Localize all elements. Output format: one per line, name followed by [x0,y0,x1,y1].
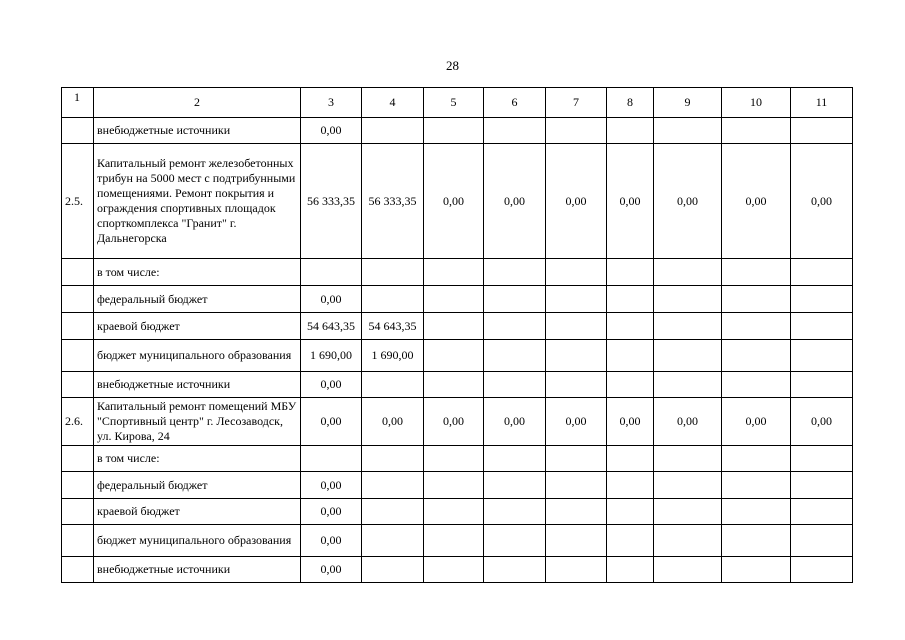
value-cell: 0,00 [607,398,654,446]
value-cell: 0,00 [301,499,362,525]
value-cell [362,472,424,499]
value-cell: 1 690,00 [301,340,362,372]
row-description: краевой бюджет [94,499,301,525]
value-cell [791,557,853,583]
row-description: в том числе: [94,446,301,472]
value-cell [654,372,722,398]
value-cell [654,499,722,525]
value-cell [362,525,424,557]
value-cell [654,313,722,340]
value-cell [362,499,424,525]
budget-table [61,87,853,583]
table-row [62,446,853,472]
value-cell [484,499,546,525]
value-cell [722,499,791,525]
value-cell [484,525,546,557]
value-cell [722,118,791,144]
row-code [62,446,94,472]
value-cell: 54 643,35 [301,313,362,340]
value-cell [362,372,424,398]
value-cell [722,313,791,340]
value-cell [546,340,607,372]
row-description: краевой бюджет [94,313,301,340]
row-code: 2.6. [62,398,94,446]
value-cell [607,118,654,144]
value-cell [546,446,607,472]
header-cell: 10 [722,88,791,118]
value-cell: 0,00 [424,144,484,259]
value-cell [791,286,853,313]
header-cell: 9 [654,88,722,118]
value-cell: 0,00 [791,398,853,446]
value-cell: 0,00 [301,372,362,398]
value-cell [654,525,722,557]
value-cell [484,118,546,144]
header-cell: 5 [424,88,484,118]
value-cell [654,446,722,472]
value-cell [654,259,722,286]
value-cell [607,313,654,340]
table-row [62,259,853,286]
value-cell [791,525,853,557]
row-code [62,259,94,286]
value-cell: 0,00 [654,144,722,259]
value-cell [607,472,654,499]
value-cell [654,118,722,144]
row-code [62,525,94,557]
value-cell [546,372,607,398]
header-row [62,88,853,118]
row-code [62,372,94,398]
value-cell [484,259,546,286]
value-cell [484,313,546,340]
table-row [62,499,853,525]
table-row [62,286,853,313]
row-description: федеральный бюджет [94,472,301,499]
header-cell: 11 [791,88,853,118]
row-description: внебюджетные источники [94,372,301,398]
value-cell [546,525,607,557]
value-cell [791,259,853,286]
value-cell [484,372,546,398]
value-cell [301,259,362,286]
row-description: внебюджетные источники [94,118,301,144]
value-cell [546,313,607,340]
value-cell [654,340,722,372]
value-cell [546,118,607,144]
value-cell [424,286,484,313]
header-cell: 8 [607,88,654,118]
row-description: бюджет муниципального образования [94,340,301,372]
value-cell [607,557,654,583]
value-cell [607,499,654,525]
value-cell [722,525,791,557]
row-description: в том числе: [94,259,301,286]
value-cell [362,259,424,286]
value-cell [791,340,853,372]
row-code [62,313,94,340]
row-code [62,118,94,144]
value-cell [722,340,791,372]
value-cell [546,472,607,499]
value-cell [607,259,654,286]
value-cell: 0,00 [301,472,362,499]
value-cell [722,259,791,286]
value-cell [791,499,853,525]
value-cell [424,525,484,557]
value-cell [607,525,654,557]
header-cell: 3 [301,88,362,118]
row-code [62,557,94,583]
row-code [62,499,94,525]
row-description: бюджет муниципального образования [94,525,301,557]
value-cell [722,557,791,583]
value-cell: 54 643,35 [362,313,424,340]
value-cell: 0,00 [791,144,853,259]
table-row [62,118,853,144]
value-cell [484,286,546,313]
value-cell: 56 333,35 [362,144,424,259]
value-cell [424,313,484,340]
row-description: Капитальный ремонт железобетонных трибун на 5000 мест с подтрибунными помещениями. Ремонт покрытия и ограждения спортивных площадок спорткомплекса "Гранит" г. Дальнегорска [94,144,301,259]
value-cell [484,446,546,472]
value-cell: 0,00 [722,398,791,446]
value-cell: 1 690,00 [362,340,424,372]
value-cell [301,446,362,472]
value-cell [484,472,546,499]
table-row [62,525,853,557]
value-cell: 0,00 [362,398,424,446]
table-row [62,340,853,372]
value-cell [424,472,484,499]
value-cell [424,557,484,583]
value-cell [546,286,607,313]
value-cell: 0,00 [301,525,362,557]
value-cell: 0,00 [301,118,362,144]
table-row [62,144,853,259]
value-cell [722,286,791,313]
value-cell [722,372,791,398]
value-cell: 0,00 [722,144,791,259]
value-cell [654,286,722,313]
row-code: 2.5. [62,144,94,259]
value-cell [424,446,484,472]
value-cell [424,372,484,398]
value-cell: 0,00 [301,557,362,583]
value-cell [546,259,607,286]
value-cell [424,499,484,525]
value-cell: 0,00 [301,286,362,313]
value-cell: 0,00 [424,398,484,446]
value-cell [791,372,853,398]
value-cell [654,557,722,583]
value-cell [362,118,424,144]
row-code [62,472,94,499]
value-cell [791,313,853,340]
value-cell [607,340,654,372]
value-cell [791,446,853,472]
value-cell: 0,00 [484,144,546,259]
value-cell [791,118,853,144]
row-description: федеральный бюджет [94,286,301,313]
value-cell [424,118,484,144]
value-cell [791,472,853,499]
value-cell [546,499,607,525]
value-cell [484,340,546,372]
value-cell: 0,00 [484,398,546,446]
table-row [62,398,853,446]
value-cell [546,557,607,583]
header-cell: 7 [546,88,607,118]
value-cell [362,446,424,472]
value-cell [362,286,424,313]
value-cell [607,372,654,398]
table-row [62,472,853,499]
value-cell [607,446,654,472]
value-cell: 0,00 [301,398,362,446]
row-description: внебюджетные источники [94,557,301,583]
value-cell [424,259,484,286]
row-code [62,286,94,313]
value-cell [607,286,654,313]
header-cell: 6 [484,88,546,118]
value-cell: 56 333,35 [301,144,362,259]
value-cell: 0,00 [546,398,607,446]
value-cell [484,557,546,583]
header-cell: 1 [62,88,94,118]
value-cell [362,557,424,583]
row-description: Капитальный ремонт помещений МБУ "Спортивный центр" г. Лесозаводск, ул. Кирова, 24 [94,398,301,446]
page-number: 28 [446,58,459,73]
value-cell [654,472,722,499]
value-cell [424,340,484,372]
value-cell [722,446,791,472]
value-cell: 0,00 [607,144,654,259]
value-cell [722,472,791,499]
value-cell: 0,00 [654,398,722,446]
value-cell: 0,00 [546,144,607,259]
table-row [62,313,853,340]
table-row [62,557,853,583]
table-row [62,372,853,398]
header-cell: 4 [362,88,424,118]
row-code [62,340,94,372]
header-cell: 2 [94,88,301,118]
